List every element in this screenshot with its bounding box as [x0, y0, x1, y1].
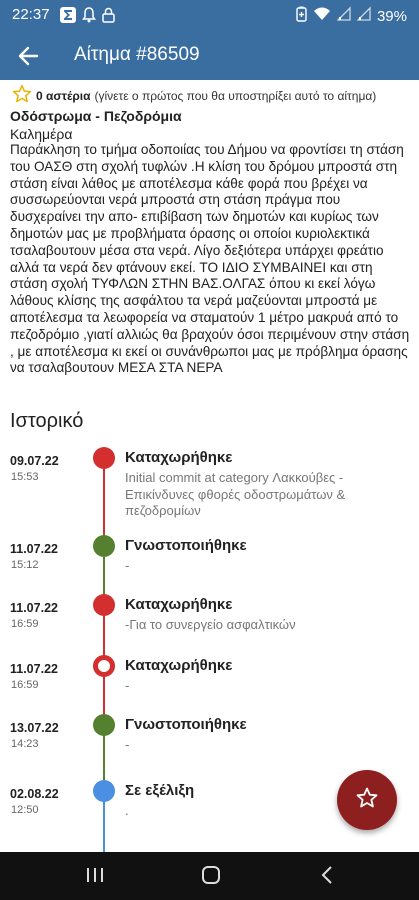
status-time: 22:37 [12, 6, 50, 23]
status-dot [93, 714, 115, 736]
entry-status: Καταχωρήθηκε [125, 449, 233, 466]
entry-date: 11.07.22 [10, 601, 58, 615]
stars-count: 0 αστέρια [36, 88, 91, 103]
signal-icon [337, 6, 351, 26]
back-icon[interactable] [320, 865, 334, 890]
entry-status: Γνωστοποιήθηκε [125, 537, 247, 554]
status-bar [0, 0, 419, 32]
entry-date: 02.08.22 [10, 787, 59, 801]
battery-saver-icon [296, 6, 307, 26]
entry-time: 14:23 [11, 738, 39, 750]
entry-date: 13.07.22 [10, 721, 59, 735]
entry-date: 09.07.22 [10, 454, 59, 468]
request-description: Παράκληση το τμήμα οδοποιίας του Δήμου να φροντίσει τη στάση του ΟΑΣΘ στη σχολή τυφλών .Η κλίση του δρόμου μπροστά στη στάση είναι λάθος με αποτέλεσμα κάθε φορά που βρέχει να συσσωρεύονται νερά μπροστά στη στάση πράγμα που δυσχεραίνει την απο- επιβίβαση των δημοτών και κυρίως των δημοτών μας με προβλήματα όρασης οι οποίοι κυριολεκτικά τσαλαβουτουν μέσα στα νερά. Λίγο δεξιότερα υπάρχει φρεάτιο αλλά τα νερά δεν φτάνουν εκεί. ΤΟ ΙΔΙΟ ΣΥΜΒΑΙΝΕΙ και στη στάση σχολή ΤΥΦΛΩΝ ΣΤΗΝ ΒΑΣ.ΟΛΓΑΣ όπου κι εκεί λόγω λάθους κλίσης της ασφάλτου τα νερά μαζεύονται μπροστά με αποτέλεσμα τα λεωφορεία να σταματούν 1 μέτρο μακρυά από το πεζοδρόμιο ,γιατί αλλιώς θα βραχούν όσοι περιμένουν στην στάση , με αποτέλεσμα κι εκεί οι συνάνθρωποι μας με πρόβλημα όρασης να τσαλαβουτουν ΜΕΣΑ ΣΤΑ ΝΕΡΑ [10, 142, 410, 376]
entry-time: 16:59 [11, 618, 39, 630]
bell-off-icon [82, 7, 96, 28]
home-icon[interactable] [201, 865, 221, 890]
entry-description: Initial commit at category Λακκούβες - Επικίνδυνες φθορές οδοστρωμάτων & πεζοδρομίων [125, 470, 346, 518]
entry-description: -Για το συνεργείο ασφαλτικών [125, 617, 296, 632]
arrow-left-icon[interactable] [14, 42, 44, 70]
stars-hint: (γίνετε ο πρώτος που θα υποστηρίξει αυτό το αίτημα) [94, 88, 377, 103]
star-outline-icon[interactable] [12, 84, 32, 107]
status-dot [93, 780, 115, 802]
entry-date: 11.07.22 [10, 542, 58, 556]
request-category: Οδόστρωμα - Πεζοδρόμια [10, 108, 182, 124]
entry-description: - [125, 678, 130, 693]
star-outline-icon [355, 786, 379, 815]
entry-date: 11.07.22 [10, 662, 58, 676]
page-title: Αίτημα #86509 [74, 44, 200, 65]
status-dot [93, 535, 115, 557]
entry-status: Καταχωρήθηκε [125, 596, 233, 613]
entry-time: 15:53 [11, 471, 39, 483]
entry-description: - [125, 558, 130, 573]
status-dot [93, 655, 115, 677]
support-fab-button[interactable] [337, 770, 397, 830]
app-bar [0, 32, 419, 80]
signal-icon-2 [357, 6, 371, 26]
request-greeting: Καλημέρα [10, 126, 73, 142]
lock-icon [102, 7, 115, 28]
entry-status: Καταχωρήθηκε [125, 657, 233, 674]
recent-apps-icon[interactable] [86, 865, 104, 890]
entry-status: Σε εξέλιξη [125, 782, 195, 799]
entry-description: - [125, 737, 130, 752]
entry-time: 15:12 [11, 559, 39, 571]
entry-time: 12:50 [11, 804, 39, 816]
request-content [0, 80, 419, 852]
history-title: Ιστορικό [10, 410, 84, 432]
status-dot [93, 447, 115, 469]
battery-percent: 39% [376, 7, 407, 25]
status-dot [93, 594, 115, 616]
stars-row [12, 84, 376, 107]
entry-time: 16:59 [11, 679, 39, 691]
system-nav-bar [0, 852, 419, 900]
entry-description: . [125, 803, 129, 818]
wifi-icon [313, 6, 331, 26]
entry-status: Γνωστοποιήθηκε [125, 716, 247, 733]
sigma-app-icon [60, 7, 76, 28]
